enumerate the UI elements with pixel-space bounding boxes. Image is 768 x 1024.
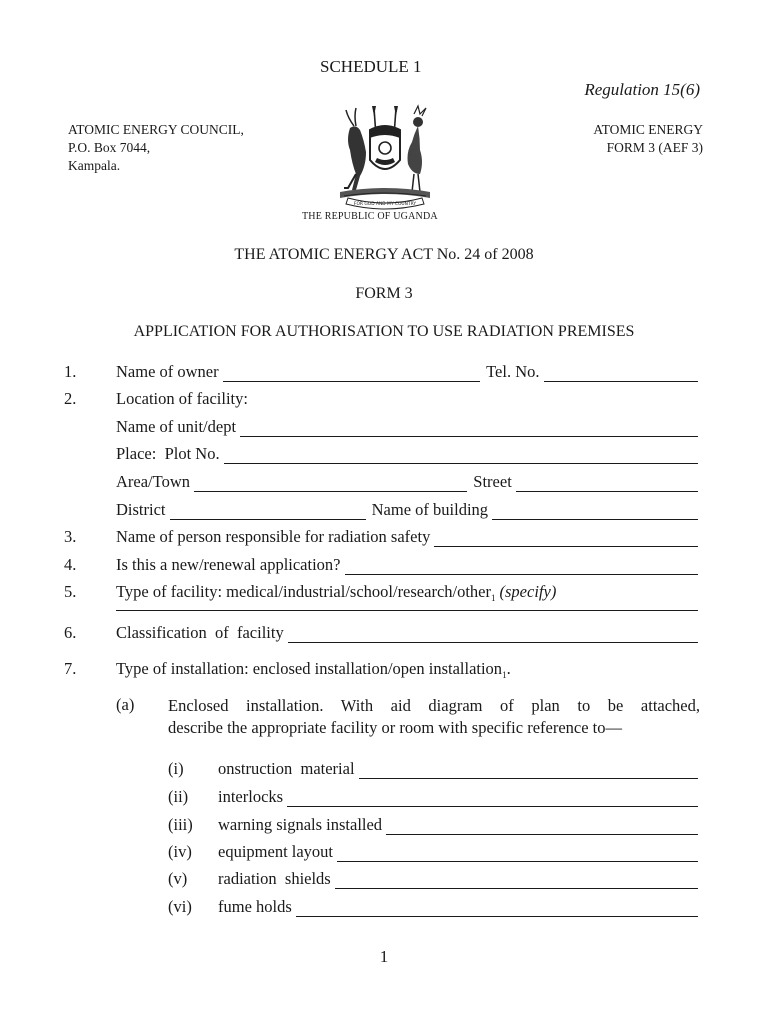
footnote-marker: 1	[491, 593, 496, 603]
coat-of-arms-emblem	[326, 104, 444, 210]
classification-field[interactable]	[288, 627, 698, 643]
sub-item-label: (i)	[168, 759, 184, 778]
emblem-motto: FOR GOD AND MY COUNTRY	[353, 202, 417, 207]
district-field[interactable]	[170, 504, 366, 520]
act-title: THE ATOMIC ENERGY ACT No. 24 of 2008	[234, 246, 534, 263]
installation-type-label: Type of installation: enclosed installation/open installation	[116, 659, 503, 678]
sub-item-equipment-layout	[0, 842, 768, 866]
tel-label: Tel. No.	[486, 362, 540, 381]
sub-item-construction	[0, 759, 768, 783]
sub-item-interlocks	[0, 787, 768, 811]
plot-label: Place: Plot No.	[116, 444, 220, 463]
sub-item-label: (ii)	[168, 787, 189, 806]
specify-note: (specify)	[499, 582, 557, 601]
owner-label: Name of owner	[116, 362, 219, 381]
form-code-line: ATOMIC ENERGY	[593, 122, 703, 137]
sub-item-radiation-shields	[0, 869, 768, 893]
enclosed-installation-description	[168, 695, 700, 739]
application-type-field[interactable]	[345, 559, 699, 575]
item-facility-type-row	[0, 582, 768, 606]
sub-item-label: (iii)	[168, 815, 193, 834]
building-name-field[interactable]	[492, 504, 698, 520]
area-row	[0, 472, 768, 496]
plot-number-field[interactable]	[224, 448, 698, 464]
item-number: 2.	[64, 389, 77, 408]
sub-item-text: warning signals installed	[218, 815, 383, 834]
item-number: 5.	[64, 582, 77, 601]
item-number: 3.	[64, 527, 77, 546]
area-town-field[interactable]	[194, 476, 467, 492]
facility-type-field[interactable]	[116, 610, 698, 611]
interlocks-field[interactable]	[287, 791, 698, 807]
application-title: APPLICATION FOR AUTHORISATION TO USE RADIATION PREMISES	[133, 323, 635, 340]
building-label: Name of building	[371, 500, 489, 519]
item-installation-type-row	[0, 659, 768, 683]
unit-dept-field[interactable]	[240, 421, 698, 437]
district-label: District	[116, 500, 166, 519]
sub-item-label: (iv)	[168, 842, 192, 861]
sub-item-label: (v)	[168, 869, 188, 888]
classification-label: Classification of facility	[116, 623, 284, 642]
sub-item-text: radiation shields	[218, 869, 331, 888]
subitem-a-label: (a)	[116, 695, 135, 714]
safety-person-label: Name of person responsible for radiation safety	[116, 527, 431, 546]
description-line: describe the appropriate facility or room with specific reference to—	[168, 718, 623, 737]
item-location-row	[0, 389, 768, 413]
equipment-layout-field[interactable]	[337, 846, 698, 862]
district-row	[0, 500, 768, 524]
fume-holds-field[interactable]	[296, 901, 698, 917]
item-safety-row	[0, 527, 768, 551]
description-line: Enclosed installation. With aid diagram of plan to be attached,	[168, 696, 700, 715]
sub-item-label: (vi)	[168, 897, 192, 916]
tel-number-field[interactable]	[544, 366, 698, 382]
location-label: Location of facility:	[116, 389, 248, 408]
period: .	[506, 659, 511, 678]
emblem-caption: THE REPUBLIC OF UGANDA	[302, 211, 438, 222]
page-number: 1	[379, 947, 389, 966]
warning-signals-field[interactable]	[386, 819, 698, 835]
sub-item-text: interlocks	[218, 787, 284, 806]
address-line: P.O. Box 7044,	[68, 140, 151, 155]
council-address	[68, 121, 244, 175]
unit-label: Name of unit/dept	[116, 417, 237, 436]
application-type-label: Is this a new/renewal application?	[116, 555, 341, 574]
form-code	[593, 121, 703, 157]
plot-row	[0, 444, 768, 468]
item-application-type-row	[0, 555, 768, 579]
regulation-reference: Regulation 15(6)	[584, 80, 700, 99]
sub-item-text: equipment layout	[218, 842, 334, 861]
item-number: 1.	[64, 362, 77, 381]
facility-type-label: Type of facility: medical/industrial/school/research/other	[116, 582, 492, 601]
address-line: ATOMIC ENERGY COUNCIL,	[68, 122, 244, 137]
item-owner-row	[0, 362, 768, 386]
safety-person-field[interactable]	[434, 531, 698, 547]
sub-item-text: onstruction material	[218, 759, 355, 778]
address-line: Kampala.	[68, 158, 121, 173]
form-code-line: FORM 3 (AEF 3)	[606, 140, 703, 155]
schedule-heading: SCHEDULE 1	[320, 57, 422, 76]
item-number: 7.	[64, 659, 77, 678]
street-field[interactable]	[516, 476, 698, 492]
street-label: Street	[473, 472, 512, 491]
sub-item-warning-signals	[0, 815, 768, 839]
owner-name-field[interactable]	[223, 366, 480, 382]
sub-item-fume-holds	[0, 897, 768, 921]
construction-material-field[interactable]	[359, 763, 698, 779]
item-classification-row	[0, 623, 768, 647]
form-title: FORM 3	[355, 285, 413, 302]
radiation-shields-field[interactable]	[335, 873, 698, 889]
footnote-marker: 1	[502, 670, 507, 680]
unit-row	[0, 417, 768, 441]
sub-item-text: fume holds	[218, 897, 292, 916]
item-number: 6.	[64, 623, 77, 642]
item-number: 4.	[64, 555, 77, 574]
area-label: Area/Town	[116, 472, 190, 491]
